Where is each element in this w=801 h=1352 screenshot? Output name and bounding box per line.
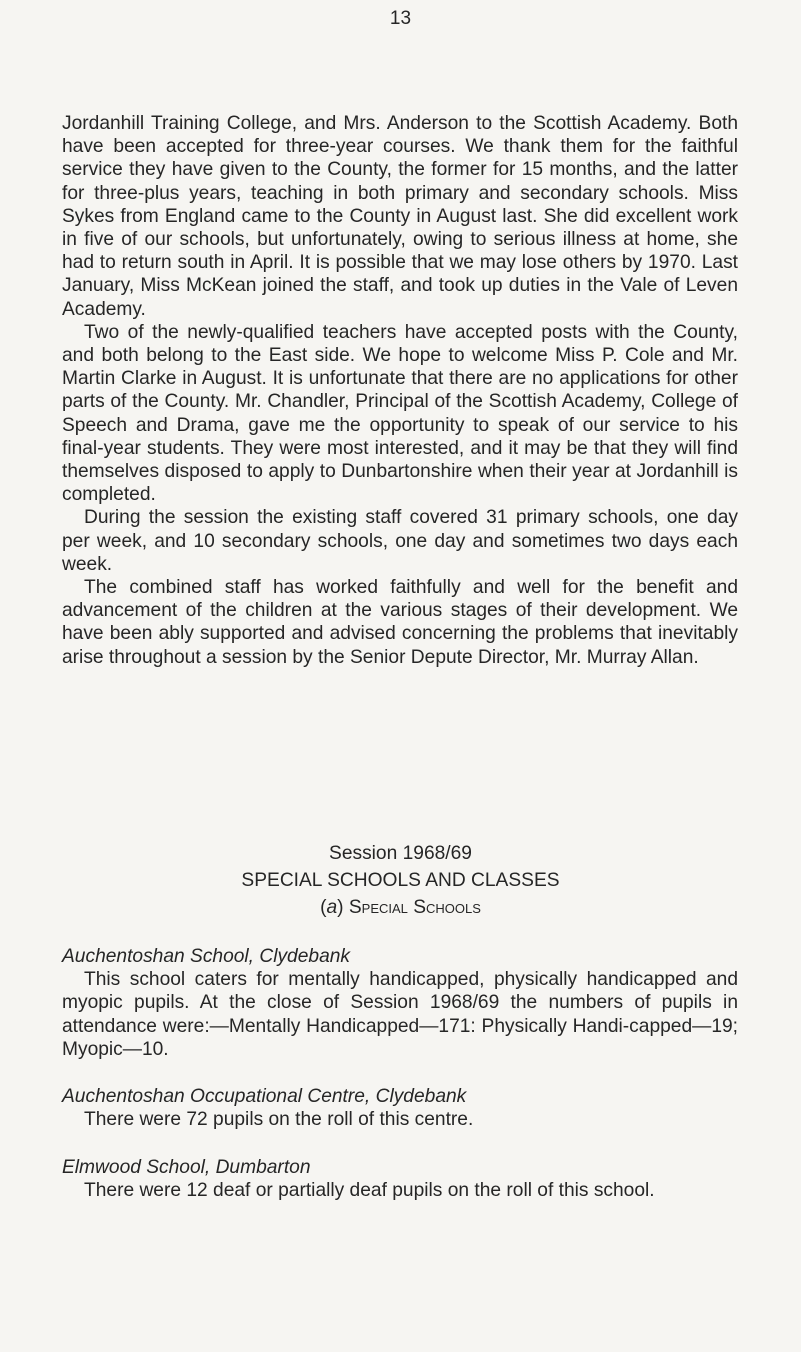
paragraph: Jordanhill Training College, and Mrs. Anderson to the Scottish Academy. Both have been accepted for three-year courses. We thank them for the faithful service they have given to the County, the former for 15 months, and the latter for three-plus years, teaching in both primary and secondary schools. Miss Sykes from England came to the County in August last. She did excellent work in five of our schools, but unfortunately, owing to serious illness at home, she had to return south in April. It is possible that we may lose others by 1970. Last January, Miss McKean joined the staff, and took up duties in the Vale of Leven Academy. — [62, 113, 738, 320]
school-section — [62, 1085, 738, 1131]
section-title: Auchentoshan School, Clydebank — [62, 946, 351, 967]
paragraph: During the session the existing staff covered 31 primary schools, one day per week, and 10 secondary schools, one day and sometimes two days each week. — [62, 507, 738, 575]
section-title: Auchentoshan Occupational Centre, Clydebank — [62, 1086, 467, 1107]
school-section — [62, 945, 738, 1061]
paragraph: The combined staff has worked faithfully and well for the benefit and advancement of the children at the various stages of their development. We have been ably supported and advised concerning the problems that inevitably arise throughout a session by the Senior Depute Director, Mr. Murray Allan. — [62, 577, 738, 668]
page-number: 13 — [389, 8, 412, 29]
section-title: Elmwood School, Dumbarton — [62, 1157, 311, 1178]
sub-heading-title: Special Schools — [348, 897, 481, 918]
section-text: There were 72 pupils on the roll of this centre. — [84, 1109, 474, 1131]
paragraph: Two of the newly-qualified teachers have accepted posts with the County, and both belong to the East side. We hope to welcome Miss P. Cole and Mr. Martin Clarke in August. It is unfortunate that there are no applications for other parts of the County. Mr. Chandler, Principal of the Scottish Academy, College of Speech and Drama, gave me the opportunity to speak of our service to his final-year students. They were most interested, and it may be that they will find themselves disposed to apply to Dunbartonshire when their year at Jordanhill is completed. — [62, 321, 738, 506]
section-headings — [0, 840, 801, 921]
section-text: There were 12 deaf or partially deaf pupils on the roll of this school. — [84, 1180, 655, 1202]
body-text — [62, 112, 738, 669]
main-heading: SPECIAL SCHOOLS AND CLASSES — [241, 870, 560, 891]
session-heading: Session 1968/69 — [329, 843, 472, 864]
school-section — [62, 1156, 738, 1202]
sub-heading-letter: a — [326, 897, 338, 918]
sub-heading: (a) Special Schools — [320, 897, 481, 918]
section-text: This school caters for mentally handicapped, physically handicapped and myopic pupils. At the close of Session 1968/69 the numbers of pupils in attendance were:—Mentally Handicapped—171: Physically Handi-capped—19; Myopic—10. — [62, 969, 738, 1060]
